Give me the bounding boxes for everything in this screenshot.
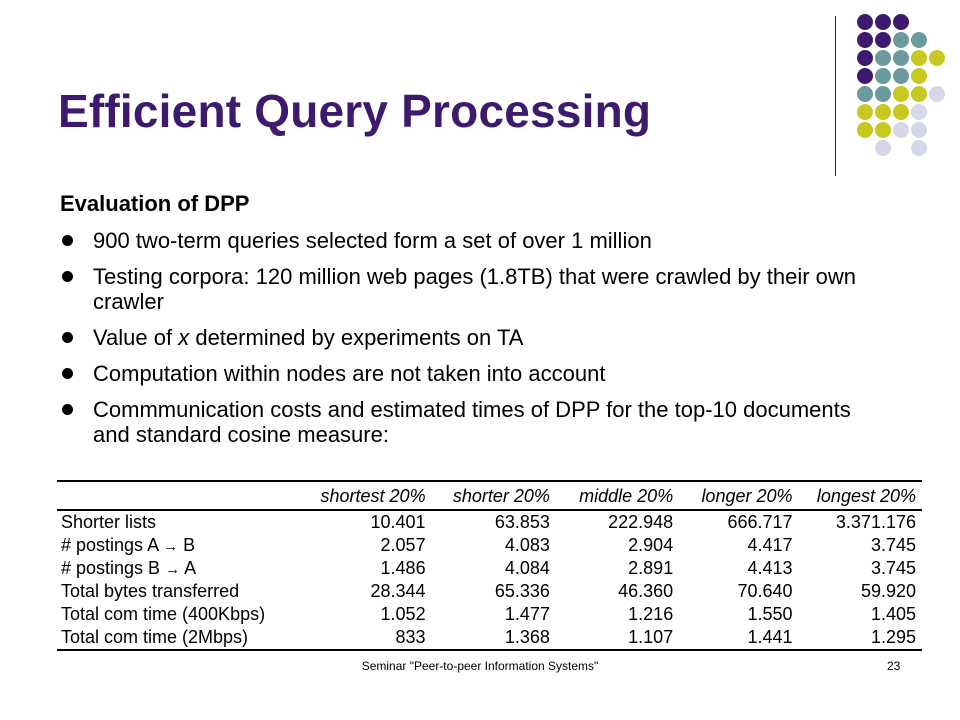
slide-footer: Seminar "Peer-to-peer Information Systems" [361, 659, 599, 673]
right-arrow-icon: → [163, 538, 179, 555]
bullet-text: Commmunication costs and estimated times of DPP for the top-10 documents and standard cosine measure: [93, 397, 851, 447]
decorative-dot [875, 122, 891, 138]
decorative-dot [875, 104, 891, 120]
bullet-item [60, 325, 880, 350]
table-cell: 65.336 [494, 581, 550, 601]
table-cell: 1.550 [747, 604, 793, 624]
results-table [57, 480, 922, 651]
decorative-dot [911, 86, 927, 102]
table-cell: 1.441 [747, 627, 793, 647]
table-cell: 1.368 [504, 627, 550, 647]
table-header-cell: shorter 20% [452, 485, 550, 506]
decorative-dot [893, 14, 909, 30]
decorative-dot [893, 32, 909, 48]
row-label: Total com time (400Kbps) [61, 604, 266, 624]
table-cell: 1.486 [380, 558, 426, 578]
table-cell: 4.083 [504, 535, 550, 555]
decorative-dot [911, 32, 927, 48]
decorative-dot [875, 32, 891, 48]
row-label-post: B [178, 535, 196, 555]
table-cell: 4.417 [747, 535, 793, 555]
table-cell: 3.371.176 [835, 512, 916, 532]
bullet-item [60, 264, 880, 314]
bullet-list [60, 228, 880, 458]
bullet-text: 900 two-term queries selected form a set of over 1 million [93, 228, 652, 253]
table-cell: 1.216 [628, 604, 674, 624]
table-cell: 46.360 [618, 581, 674, 601]
bullet-item [60, 397, 880, 447]
table-cell: 1.477 [504, 604, 550, 624]
bullet-dot-icon [62, 368, 73, 379]
slide-title: Efficient Query Processing [58, 85, 652, 137]
bullet-item [60, 228, 880, 253]
table-cell: 4.413 [747, 558, 793, 578]
table-cell: 3.745 [870, 558, 916, 578]
table-row [57, 557, 922, 580]
row-label-post: A [180, 558, 197, 578]
bullet-item [60, 361, 880, 386]
row-label [57, 557, 271, 580]
row-label-pre: # postings A [61, 535, 164, 555]
bullet-text: Computation within nodes are not taken into account [93, 361, 606, 386]
decorative-dot [857, 50, 873, 66]
bullet-dot-icon [62, 332, 73, 343]
table-cell: 2.904 [628, 535, 674, 555]
bullet-text: Testing corpora: 120 million web pages (1.8TB) that were crawled by their own crawler [93, 264, 857, 314]
table-header-cell: longest 20% [816, 485, 916, 506]
table-cell: 222.948 [608, 512, 674, 532]
table-cell: 63.853 [494, 512, 550, 532]
bullet-text-post: determined by experiments on TA [189, 325, 524, 350]
decorative-dot [857, 32, 873, 48]
decorative-dot [893, 104, 909, 120]
bullet-text-pre: Value of [93, 325, 179, 350]
bullet-dot-icon [62, 235, 73, 246]
table-row [57, 510, 922, 534]
decorative-dot [875, 14, 891, 30]
row-label: Total com time (2Mbps) [61, 627, 249, 647]
table-cell: 28.344 [370, 581, 426, 601]
decorative-dot [893, 122, 909, 138]
table-header-cell [57, 481, 271, 510]
decorative-dot [929, 86, 945, 102]
row-label: Total bytes transferred [61, 581, 240, 601]
bullet-variable: x [178, 325, 190, 350]
table-cell: 833 [395, 627, 426, 647]
decorative-dot [911, 104, 927, 120]
table-cell: 59.920 [860, 581, 916, 601]
table-header-row [57, 481, 922, 510]
section-heading: Evaluation of DPP [60, 191, 250, 216]
decorative-dot [875, 50, 891, 66]
table-row [57, 626, 922, 650]
decorative-dot [911, 140, 927, 156]
table-cell: 4.084 [504, 558, 550, 578]
row-label: Shorter lists [61, 512, 157, 532]
decorative-dot [911, 50, 927, 66]
bullet-dot-icon [62, 271, 73, 282]
table-cell: 2.891 [628, 558, 674, 578]
table-cell: 3.745 [870, 535, 916, 555]
table-cell: 70.640 [737, 581, 793, 601]
results-table-container [57, 480, 922, 651]
page-number: 23 [887, 659, 901, 673]
table-cell: 1.107 [628, 627, 674, 647]
decorative-dot [875, 86, 891, 102]
decorative-dot [893, 68, 909, 84]
table-cell: 10.401 [370, 512, 426, 532]
decorative-dot [857, 122, 873, 138]
decorative-divider-line [835, 16, 836, 176]
table-row [57, 580, 922, 603]
decorative-dot [875, 140, 891, 156]
table-cell: 666.717 [727, 512, 793, 532]
row-label [57, 534, 271, 557]
decorative-dot [857, 104, 873, 120]
decorative-dot [893, 86, 909, 102]
decorative-dot [929, 50, 945, 66]
table-cell: 1.405 [870, 604, 916, 624]
bullet-text [93, 325, 523, 350]
bullet-dot-icon [62, 404, 73, 415]
row-label-pre: # postings B [61, 558, 166, 578]
right-arrow-icon: → [165, 561, 181, 578]
table-cell: 1.295 [870, 627, 916, 647]
decorative-dot [893, 50, 909, 66]
table-cell: 2.057 [380, 535, 426, 555]
decorative-dot [911, 68, 927, 84]
table-row [57, 603, 922, 626]
decorative-dot [857, 68, 873, 84]
table-cell: 1.052 [380, 604, 426, 624]
decorative-dot [875, 68, 891, 84]
table-header-cell: shortest 20% [320, 485, 426, 506]
table-header-cell: middle 20% [579, 485, 674, 506]
table-row [57, 534, 922, 557]
table-header-cell: longer 20% [701, 485, 793, 506]
decorative-dot [911, 122, 927, 138]
decorative-dot [857, 86, 873, 102]
decorative-dot [857, 14, 873, 30]
